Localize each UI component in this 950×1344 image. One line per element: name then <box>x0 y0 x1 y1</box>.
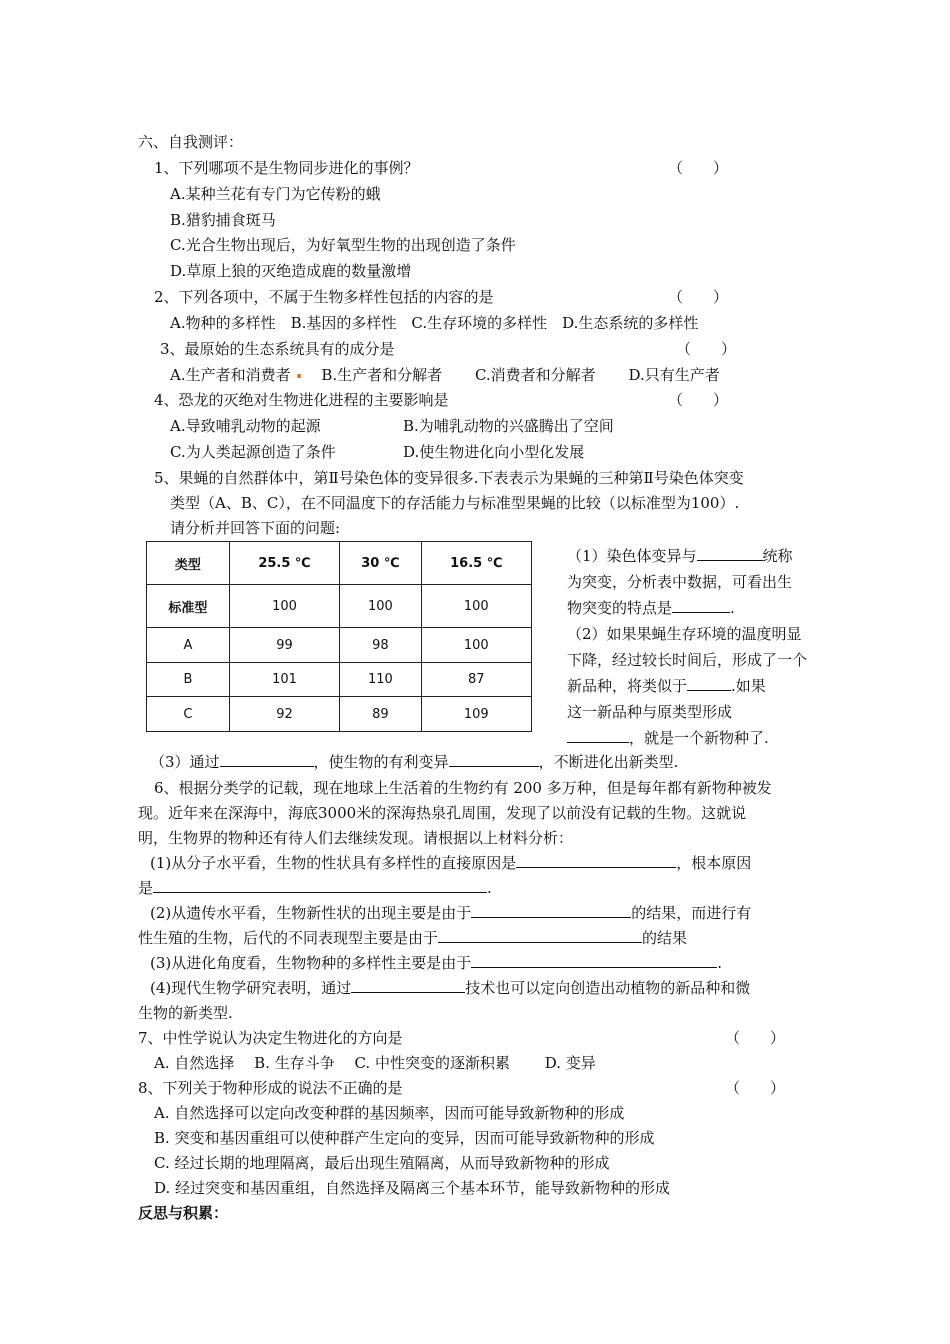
reflection-heading: 反思与积累： <box>138 1204 229 1222</box>
q5-sub2-line2: 下降，经过较长时间后，形成了一个 <box>567 651 808 669</box>
q4-stem: 4、恐龙的灭绝对生物进化进程的主要影响是 <box>154 391 449 409</box>
q3-stem: 3、最原始的生态系统具有的成分是 <box>160 340 395 358</box>
fruitfly-survival-table <box>146 541 532 732</box>
q6-part3-text: (3)从进化角度看，生物物种的多样性主要是由于 <box>150 954 472 972</box>
q5-sub1-text: 物突变的特点是 <box>567 599 673 617</box>
q1-answer-paren: （ ） <box>668 159 729 177</box>
q2-options: A.物种的多样性 B.基因的多样性 C.生存环境的多样性 D.生态系统的多样性 <box>170 314 699 332</box>
q6-line1: 6、根据分类学的记载，现在地球上生活着的生物约有 200 多万种，但是每年都有新物种被发 <box>154 779 772 797</box>
q6-part3-text: . <box>717 954 723 972</box>
q5-sub3-text: （3）通过 <box>150 753 220 771</box>
q5-sub1-text-end: 统称 <box>762 547 793 565</box>
q3-option-c: C.消费者和分解者 <box>474 366 596 384</box>
orange-dot-mark <box>297 374 301 378</box>
q4-option-d: D.使生物进化向小型化发展 <box>403 443 585 461</box>
table-cell: 标准型 <box>147 585 230 628</box>
q5-sub2-line3 <box>567 676 766 696</box>
table-cell: A <box>147 628 230 663</box>
q4-option-b: B.为哺乳动物的兴盛腾出了空间 <box>403 417 614 435</box>
q4-answer-paren: （ ） <box>668 391 729 409</box>
q1-option-b: B.猎豹捕食斑马 <box>170 211 276 229</box>
q5-sub2-line5 <box>567 728 769 748</box>
q5-sub3 <box>150 752 678 772</box>
table-header-cell: 16.5 ℃ <box>421 542 531 585</box>
answer-blank[interactable] <box>471 953 717 968</box>
q6-part2-text: 的结果，而进行有 <box>631 904 752 922</box>
q5-intro-line3: 请分析并回答下面的问题: <box>170 519 341 537</box>
q6-part2-text: (2)从遗传水平看，生物新性状的出现主要是由于 <box>150 904 472 922</box>
q6-part4-text: 技术也可以定向创造出动植物的新品种和微 <box>465 979 751 997</box>
table-cell: B <box>147 662 230 697</box>
q7-stem: 7、中性学说认为决定生物进化的方向是 <box>138 1029 403 1047</box>
q6-part2-text: 性生殖的生物，后代的不同表现型主要是由于 <box>138 929 439 947</box>
table-cell: 99 <box>229 628 339 663</box>
answer-blank[interactable] <box>516 853 676 868</box>
q7-answer-paren: （ ） <box>725 1029 786 1047</box>
q6-part4-line1 <box>150 978 750 998</box>
answer-blank[interactable] <box>567 728 629 743</box>
q3-option-b: B.生产者和分解者 <box>321 366 443 384</box>
q5-sub2-text-end: ，就是一个新物种了. <box>629 729 769 747</box>
q6-part3 <box>150 953 722 973</box>
q1-option-c: C.光合生物出现后，为好氧型生物的出现创造了条件 <box>170 236 516 254</box>
q5-sub2-text: 新品种，将类似于 <box>567 677 688 695</box>
q1-option-a: A.某种兰花有专门为它传粉的蛾 <box>170 185 381 203</box>
table-row <box>147 585 532 628</box>
q5-sub2-line4: 这一新品种与原类型形成 <box>567 703 733 721</box>
q8-option-d: D. 经过突变和基因重组，自然选择及隔离三个基本环节，能导致新物种的形成 <box>154 1179 671 1197</box>
q6-part1-text: (1)从分子水平看，生物的性状具有多样性的直接原因是 <box>150 854 517 872</box>
q5-sub1-line2: 为突变，分析表中数据，可看出生 <box>567 573 793 591</box>
table-header-cell: 30 ℃ <box>340 542 421 585</box>
answer-blank[interactable] <box>438 928 642 943</box>
table-cell: 87 <box>421 662 531 697</box>
q6-part4-line2: 生物的新类型. <box>138 1004 233 1022</box>
q8-option-b: B. 突变和基因重组可以使种群产生定向的变异，因而可能导致新物种的形成 <box>154 1129 655 1147</box>
q5-sub2-text-end: .如果 <box>731 677 766 695</box>
table-cell: C <box>147 697 230 732</box>
q3-option-d: D.只有生产者 <box>628 366 720 384</box>
answer-blank[interactable] <box>687 676 731 691</box>
answer-blank[interactable] <box>351 978 465 993</box>
q6-part4-text: (4)现代生物学研究表明，通过 <box>150 979 352 997</box>
answer-blank[interactable] <box>153 878 487 893</box>
table-cell: 100 <box>229 585 339 628</box>
q2-answer-paren: （ ） <box>668 288 729 306</box>
answer-blank[interactable] <box>471 903 631 918</box>
q6-part2-line1 <box>150 903 751 923</box>
answer-blank[interactable] <box>697 546 763 561</box>
q5-sub1-line1 <box>567 546 793 566</box>
table-row <box>147 697 532 732</box>
q6-part1-line2 <box>138 878 492 898</box>
table-cell: 89 <box>340 697 421 732</box>
q5-sub1-text: （1）染色体变异与 <box>567 547 697 565</box>
table-cell: 109 <box>421 697 531 732</box>
table-cell: 92 <box>229 697 339 732</box>
q8-option-c: C. 经过长期的地理隔离，最后出现生殖隔离，从而导致新物种的形成 <box>154 1154 610 1172</box>
q6-part1-text: ，根本原因 <box>676 854 752 872</box>
q7-options: A. 自然选择 B. 生存斗争 C. 中性突变的逐渐积累 D. 变异 <box>154 1054 596 1072</box>
table-cell: 100 <box>421 628 531 663</box>
q2-stem: 2、下列各项中，不属于生物多样性包括的内容的是 <box>154 288 494 306</box>
answer-blank[interactable] <box>220 752 314 767</box>
section-title: 六、自我测评： <box>138 133 244 151</box>
q3-option-a: A.生产者和消费者 <box>170 366 291 384</box>
answer-blank[interactable] <box>672 598 730 613</box>
q3-options <box>170 365 720 385</box>
q8-answer-paren: （ ） <box>725 1079 786 1097</box>
q6-line2: 现。近年来在深海中，海底3000米的深海热泉孔周围，发现了以前没有记载的生物。这就说 <box>138 804 747 822</box>
table-cell: 101 <box>229 662 339 697</box>
table-cell: 98 <box>340 628 421 663</box>
table-row <box>147 628 532 663</box>
q4-option-c: C.为人类起源创造了条件 <box>170 443 336 461</box>
q6-part2-text: 的结果 <box>642 929 688 947</box>
q5-sub3-text: ，使生物的有利变异 <box>313 753 449 771</box>
q5-sub2-line1: （2）如果果蝇生存环境的温度明显 <box>567 625 802 643</box>
q8-option-a: A. 自然选择可以定向改变种群的基因频率，因而可能导致新物种的形成 <box>154 1104 625 1122</box>
q6-part1-text: . <box>487 879 492 897</box>
q6-part1-text: 是 <box>138 879 154 897</box>
q8-stem: 8、下列关于物种形成的说法不正确的是 <box>138 1079 403 1097</box>
q5-intro-line2: 类型（A、B、C），在不同温度下的存活能力与标准型果蝇的比较（以标准型为100）. <box>170 494 740 512</box>
answer-blank[interactable] <box>449 752 539 767</box>
table-header-cell: 25.5 ℃ <box>229 542 339 585</box>
q5-intro-line1: 5、果蝇的自然群体中，第Ⅱ号染色体的变异很多.下表表示为果蝇的三种第Ⅱ号染色体突变 <box>154 469 744 487</box>
table-header-cell: 类型 <box>147 542 230 585</box>
q6-line3: 明，生物界的物种还有待人们去继续发现。请根据以上材料分析： <box>138 829 574 847</box>
q5-sub1-line3 <box>567 598 735 618</box>
table-header-row <box>147 542 532 585</box>
table-cell: 100 <box>421 585 531 628</box>
q4-option-a: A.导致哺乳动物的起源 <box>170 417 321 435</box>
table-cell: 100 <box>340 585 421 628</box>
q6-part1-line1 <box>150 853 751 873</box>
q1-stem: 1、下列哪项不是生物同步进化的事例？ <box>154 159 419 177</box>
table-cell: 110 <box>340 662 421 697</box>
q6-part2-line2 <box>138 928 687 948</box>
q5-sub3-text: ，不断进化出新类型. <box>538 753 679 771</box>
table-row <box>147 662 532 697</box>
q5-sub1-text-end: . <box>730 599 735 617</box>
q3-answer-paren: （ ） <box>676 340 737 358</box>
q1-option-d: D.草原上狼的灭绝造成鹿的数量激增 <box>170 262 412 280</box>
